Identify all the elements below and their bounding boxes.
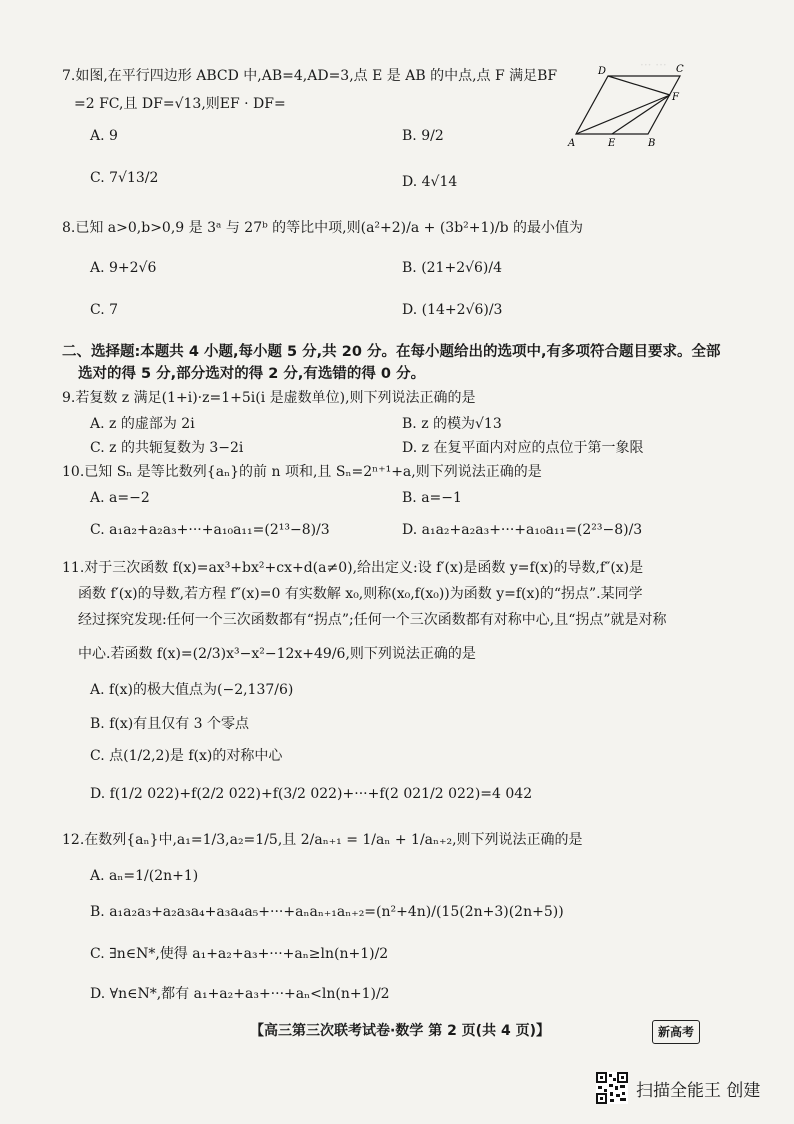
label-a: A	[568, 138, 576, 149]
q8-option-a: A. 9+2√6	[90, 260, 157, 276]
q12-option-d: D. ∀n∈N*,都有 a₁+a₂+a₃+···+aₙ<ln(n+1)/2	[90, 986, 390, 1002]
q10-stem: 10.已知 Sₙ 是等比数列{aₙ}的前 n 项和,且 Sₙ=2ⁿ⁺¹+a,则下列说法正确的是	[62, 464, 542, 480]
q11-option-b: B. f(x)有且仅有 3 个零点	[90, 716, 249, 732]
q8-option-c: C. 7	[90, 302, 119, 318]
label-c: C	[676, 64, 684, 75]
q8-option-b: B. (21+2√6)/4	[402, 260, 503, 276]
q7-option-b: B. 9/2	[402, 128, 444, 144]
scanner-label: 扫描全能王 创建	[636, 1080, 761, 1101]
q11-option-a: A. f(x)的极大值点为(−2,137/6)	[90, 682, 294, 698]
bleed-through: ··· ···	[640, 58, 667, 72]
parallelogram-outline	[576, 76, 680, 134]
q12-option-a: A. aₙ=1/(2n+1)	[90, 868, 199, 884]
q11-line4: 中心.若函数 f(x)=(2/3)x³−x²−12x+49/6,则下列说法正确的是	[78, 646, 476, 662]
q7-option-a: A. 9	[90, 128, 118, 144]
segment-df	[608, 76, 670, 95]
q10-option-c: C. a₁a₂+a₂a₃+···+a₁₀a₁₁=(2¹³−8)/3	[90, 522, 330, 538]
q9-option-a: A. z 的虚部为 2i	[90, 416, 195, 432]
q9-option-b: B. z 的模为√13	[402, 416, 502, 432]
q10-option-d: D. a₁a₂+a₂a₃+···+a₁₀a₁₁=(2²³−8)/3	[402, 522, 643, 538]
q12-option-c: C. ∃n∈N*,使得 a₁+a₂+a₃+···+aₙ≥ln(n+1)/2	[90, 946, 389, 962]
label-e: E	[608, 138, 616, 149]
q11-option-c: C. 点(1/2,2)是 f(x)的对称中心	[90, 748, 283, 764]
q8-option-d: D. (14+2√6)/3	[402, 302, 503, 318]
q11-line1: 11.对于三次函数 f(x)=ax³+bx²+cx+d(a≠0),给出定义:设 f′(x)是函数 y=f(x)的导数,f″(x)是	[62, 560, 644, 576]
section2-line1: 二、选择题:本题共 4 小题,每小题 5 分,共 20 分。在每小题给出的选项中,有多项符合题目要求。全部	[62, 344, 721, 360]
q9-option-d: D. z 在复平面内对应的点位于第一象限	[402, 440, 644, 456]
q9-stem: 9.若复数 z 满足(1+i)·z=1+5i(i 是虚数单位),则下列说法正确的是	[62, 390, 476, 406]
parallelogram-figure	[560, 62, 700, 152]
q11-line3: 经过探究发现:任何一个三次函数都有“拐点”;任何一个三次函数都有对称中心,且“拐点”就是对称	[78, 612, 667, 628]
q11-line2: 函数 f′(x)的导数,若方程 f″(x)=0 有实数解 x₀,则称(x₀,f(x₀))为函数 y=f(x)的“拐点”.某同学	[78, 586, 643, 602]
page-footer: 【高三第三次联考试卷·数学 第 2 页(共 4 页)】	[250, 1023, 550, 1039]
qr-code-icon	[596, 1072, 628, 1104]
section2-line2: 选对的得 5 分,部分选对的得 2 分,有选错的得 0 分。	[78, 366, 426, 382]
label-f: F	[672, 92, 679, 103]
label-d: D	[598, 66, 607, 77]
q10-option-a: A. a=−2	[90, 490, 150, 506]
q7-line2: =2 FC,且 DF=√13,则EF · DF=	[74, 96, 286, 112]
exam-type-badge: 新高考	[652, 1020, 700, 1044]
q8-stem: 8.已知 a>0,b>0,9 是 3ᵃ 与 27ᵇ 的等比中项,则(a²+2)/a + (3b²+1)/b 的最小值为	[62, 220, 584, 236]
q7-option-c: C. 7√13/2	[90, 170, 159, 186]
q7-line1: 7.如图,在平行四边形 ABCD 中,AB=4,AD=3,点 E 是 AB 的中点,点 F 满足BF	[62, 68, 558, 84]
scanner-watermark	[596, 1072, 760, 1104]
q9-option-c: C. z 的共轭复数为 3−2i	[90, 440, 244, 456]
q12-stem: 12.在数列{aₙ}中,a₁=1/3,a₂=1/5,且 2/aₙ₊₁ = 1/aₙ + 1/aₙ₊₂,则下列说法正确的是	[62, 832, 583, 848]
segment-af	[576, 95, 670, 134]
q7-option-d: D. 4√14	[402, 174, 458, 190]
q10-option-b: B. a=−1	[402, 490, 462, 506]
label-b: B	[648, 138, 656, 149]
q12-option-b: B. a₁a₂a₃+a₂a₃a₄+a₃a₄a₅+···+aₙaₙ₊₁aₙ₊₂=(n²+4n)/(15(2n+3)(2n+5))	[90, 904, 564, 920]
segment-ef	[612, 95, 670, 134]
q11-option-d: D. f(1/2 022)+f(2/2 022)+f(3/2 022)+···+f(2 021/2 022)=4 042	[90, 786, 533, 802]
